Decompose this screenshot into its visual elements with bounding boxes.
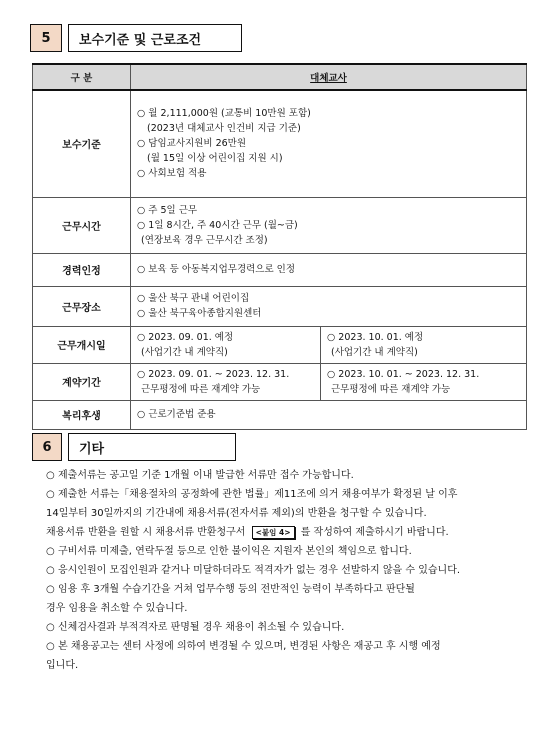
bullet-marker: ○ <box>46 565 55 576</box>
welfare-line: ○ 근로기준법 준용 <box>137 409 216 420</box>
list-item <box>46 618 522 637</box>
pay-line: (2023년 대체교사 인건비 지급 기준) <box>147 123 301 135</box>
list-item <box>46 561 522 580</box>
list-item <box>46 466 522 485</box>
row-label-start: 근무개시일 <box>33 326 131 363</box>
note-continuation: 14일부터 30일까지의 기간내에 채용서류(전자서류 제외)의 반환을 청구할 수 있습니다. <box>46 508 427 519</box>
place-line: ○ 울산 북구 관내 어린이집 <box>137 293 250 304</box>
career-content <box>131 253 527 286</box>
note-text: 본 채용공고는 센터 사정에 의하여 변경될 수 있으며, 변경된 사항은 재공고 후 시행 예정 <box>58 641 441 652</box>
place-content <box>131 286 527 326</box>
table-row-hours <box>33 197 527 253</box>
pay-line: ○ 담임교사지원비 26만원 <box>137 138 247 150</box>
table-row-career <box>33 253 527 286</box>
section-6-heading <box>32 433 236 461</box>
note-text: 신체검사결과 부적격자로 판명될 경우 채용이 취소될 수 있습니다. <box>58 622 345 633</box>
start-right-line: (사업기간 내 계약직) <box>331 346 418 358</box>
conditions-table <box>32 63 527 430</box>
contract-right <box>321 363 527 400</box>
row-label-career: 경력인정 <box>33 253 131 286</box>
start-right-line: ○ 2023. 10. 01. 예정 <box>327 331 424 343</box>
section-6-title: 기타 <box>68 433 236 461</box>
bullet-marker: ○ <box>46 641 55 652</box>
bullet-marker: ○ <box>46 546 55 557</box>
section-5-heading <box>30 24 242 52</box>
bullet-marker: ○ <box>46 470 55 481</box>
pay-content <box>131 90 527 197</box>
list-item <box>46 580 522 599</box>
table-row-welfare <box>33 400 527 429</box>
note-text: 채용서류 반환을 원할 시 채용서류 반환청구서 <box>46 527 246 538</box>
contract-right-line: ○ 2023. 10. 01. ~ 2023. 12. 31. <box>327 368 480 380</box>
note-continuation <box>46 523 522 542</box>
note-text: 임용 후 3개월 수습기간을 거쳐 업무수행 등의 전반적인 능력이 부족하다고 판단될 <box>58 584 415 595</box>
bullet-marker: ○ <box>46 584 55 595</box>
pay-line: (월 15일 이상 어린이집 지원 시) <box>147 153 283 165</box>
hours-line: (연장보육 경우 근무시간 조정) <box>141 234 268 246</box>
section-5-title: 보수기준 및 근로조건 <box>68 24 242 52</box>
pay-line: ○ 사회보험 적용 <box>137 168 207 180</box>
row-label-pay: 보수기준 <box>33 90 131 197</box>
header-category: 구 분 <box>33 64 131 90</box>
row-label-hours: 근무시간 <box>33 197 131 253</box>
notes-list <box>46 466 522 675</box>
row-label-welfare: 복리후생 <box>33 400 131 429</box>
bullet-marker: ○ <box>46 489 55 500</box>
place-line: ○ 울산 북구육아종합지원센터 <box>137 308 262 319</box>
note-text: 응시인원이 모집인원과 같거나 미달하더라도 적격자가 없는 경우 선발하지 않을 수 있습니다. <box>58 565 461 576</box>
note-text: 구비서류 미제출, 연락두절 등으로 인한 불이익은 지원자 본인의 책임으로 합니다. <box>58 546 412 557</box>
welfare-content <box>131 400 527 429</box>
note-text: 제출서류는 공고일 기준 1개월 이내 발급한 서류만 접수 가능합니다. <box>58 470 354 481</box>
bullet-marker: ○ <box>46 622 55 633</box>
contract-left <box>131 363 321 400</box>
hours-content <box>131 197 527 253</box>
hours-line: ○ 주 5일 근무 <box>137 204 198 216</box>
section-5-number: 5 <box>30 24 62 52</box>
start-right <box>321 326 527 363</box>
note-text: 제출한 서류는「채용절차의 공정화에 관한 법률」제11조에 의거 채용여부가 확정된 날 이후 <box>58 489 458 500</box>
row-label-place: 근무장소 <box>33 286 131 326</box>
list-item <box>46 542 522 561</box>
header-substitute-teacher: 대체교사 <box>131 64 527 90</box>
contract-right-line: 근무평정에 따른 재계약 가능 <box>331 383 451 395</box>
list-item <box>46 637 522 656</box>
pay-line: ○ 월 2,111,000원 (교통비 10만원 포함) <box>137 108 311 120</box>
contract-left-line: 근무평정에 따른 재계약 가능 <box>141 383 261 395</box>
table-row-start <box>33 326 527 363</box>
start-left-line: (사업기간 내 계약직) <box>141 346 228 358</box>
hours-line: ○ 1일 8시간, 주 40시간 근무 (월~금) <box>137 219 298 231</box>
start-left <box>131 326 321 363</box>
career-line: ○ 보육 등 아동복지업무경력으로 인정 <box>137 264 296 275</box>
note-text: 를 작성하여 제출하시기 바랍니다. <box>300 527 449 538</box>
attachment-badge: <붙임 4> <box>252 526 295 539</box>
table-row-contract <box>33 363 527 400</box>
table-row-pay <box>33 90 527 197</box>
note-continuation: 경우 임용을 취소할 수 있습니다. <box>46 603 188 614</box>
start-left-line: ○ 2023. 09. 01. 예정 <box>137 331 234 343</box>
list-item <box>46 485 522 504</box>
table-row-place <box>33 286 527 326</box>
section-6-number: 6 <box>32 433 62 461</box>
table-header-row <box>33 64 527 90</box>
contract-left-line: ○ 2023. 09. 01. ~ 2023. 12. 31. <box>137 368 290 380</box>
note-continuation: 입니다. <box>46 660 79 671</box>
row-label-contract: 계약기간 <box>33 363 131 400</box>
